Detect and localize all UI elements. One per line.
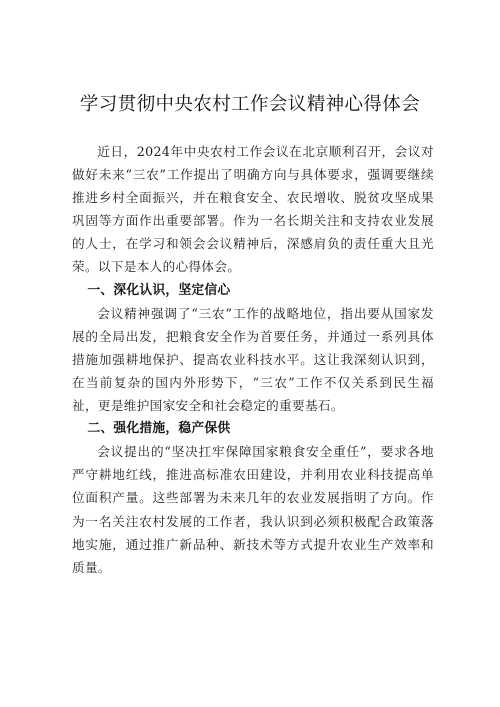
section-paragraph-1: 会议精神强调了“三农”工作的战略地位，指出要从国家发展的全局出发，把粮食安全作为首要任务，并通过一系列具体措施加强耕地保护、提高农业科技水平。这让我深刻认识到，在当前复杂的国内外形势下，“三农”工作不仅关系到民生福祉，更是维护国家安全和社会稳定的重要基石。 (72, 305, 434, 414)
section-paragraph-2: 会议提出的“坚决扛牢保障国家粮食安全重任”，要求各地严守耕地红线，推进高标准农田建设，并利用农业科技提高单位面积产量。这些部署为未来几年的农业发展指明了方向。作为一名关注农村发展的工作者，我认识到必须积极配合政策落地实施，通过推广新品种、新技术等方式提升农业生产效率和质量。 (72, 444, 434, 575)
section-heading-1: 一、深化认识，坚定信心 (87, 282, 231, 298)
intro-paragraph: 近日，2024年中央农村工作会议在北京顺利召开，会议对做好未来“三农”工作提出了明确方向与具体要求，强调要继续推进乡村全面振兴，并在粮食安全、农民增收、脱贫攻坚成果巩固等方面作出重要部署。作为一名长期关注和支持农业发展的人士，在学习和领会会议精神后，深感肩负的责任重大且光荣。以下是本人的心得体会。 (72, 144, 434, 275)
document-title: 学习贯彻中央农村工作会议精神心得体会 (79, 94, 421, 115)
section-heading-2: 二、强化措施，稳产保供 (87, 421, 231, 437)
document-body (72, 140, 434, 579)
